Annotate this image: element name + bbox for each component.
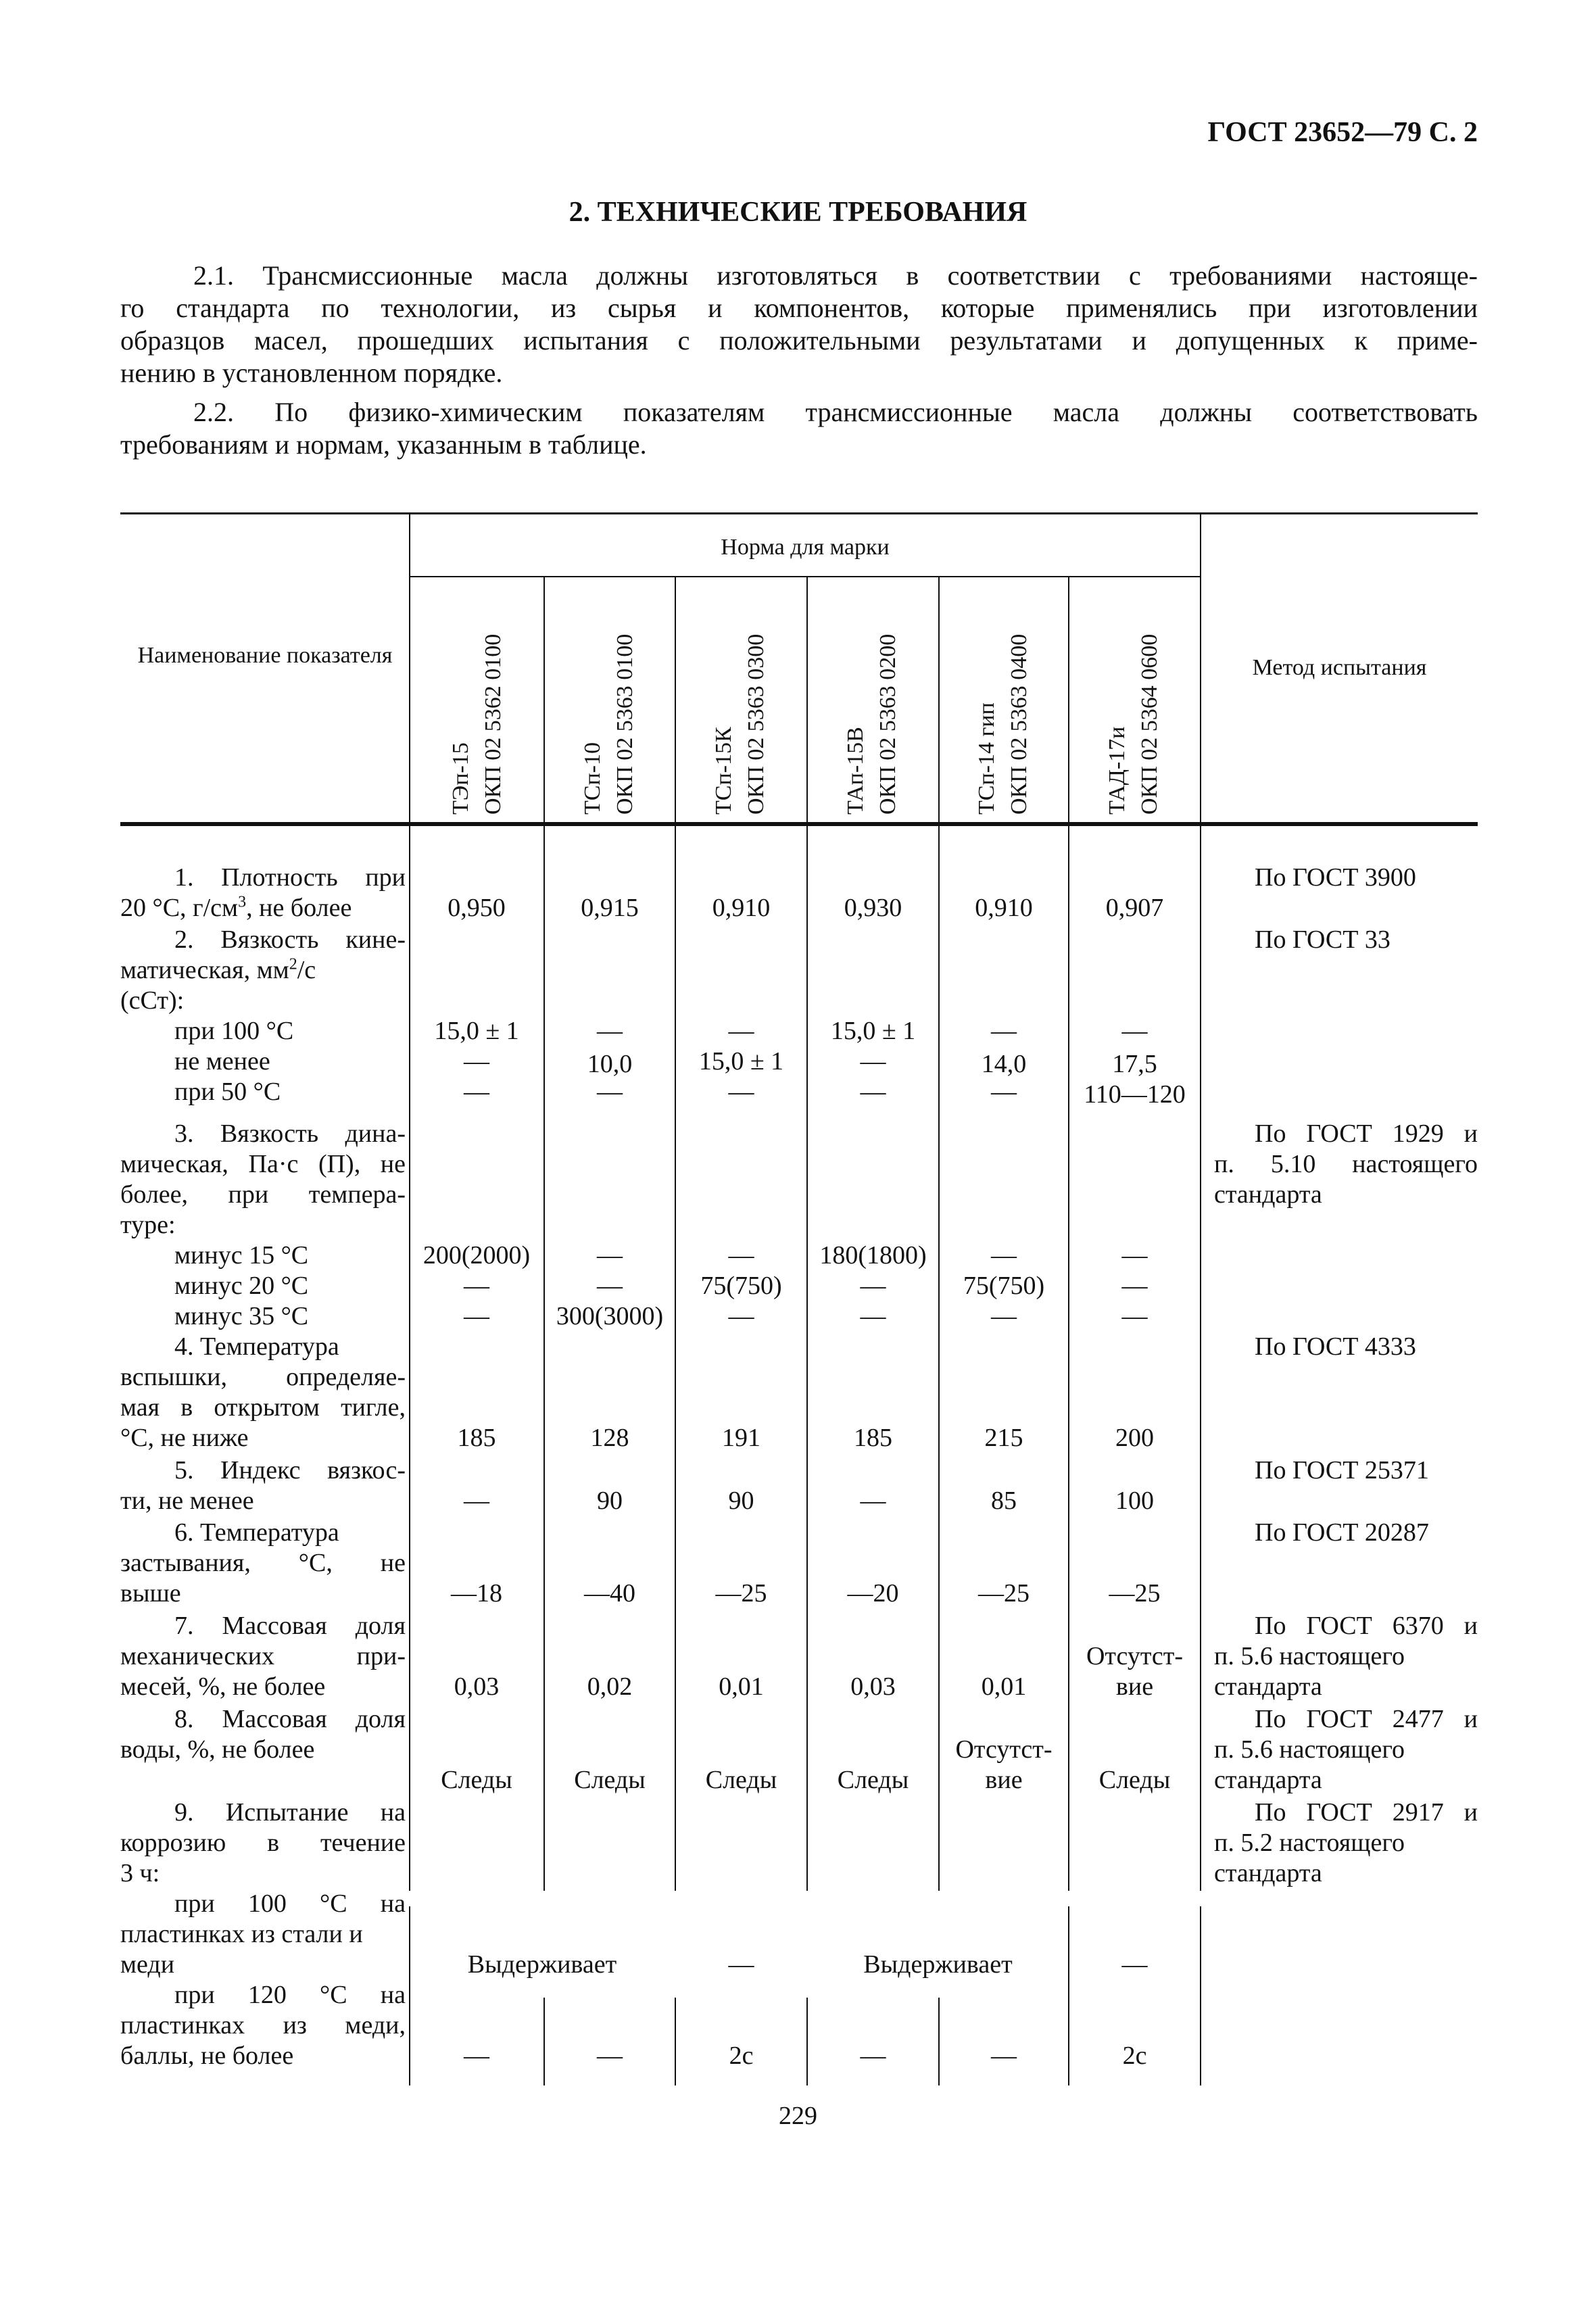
cell-value: —: [860, 1272, 886, 1300]
cell-value: 0,907: [1105, 894, 1164, 922]
cell-value: 75(750): [963, 1272, 1045, 1300]
cell-value: —: [1121, 1241, 1148, 1270]
cell-value: Следы: [837, 1766, 909, 1794]
cell-value: 100: [1115, 1487, 1154, 1515]
cell-value: —: [991, 1078, 1017, 1106]
cell-value: —: [597, 1017, 623, 1045]
cell-value: —: [1121, 1017, 1148, 1045]
paragraph-2-2: [120, 396, 1478, 461]
method-cell: По ГОСТ 1929 и п. 5.10 настоящего стандарта: [1214, 1119, 1478, 1209]
brand-header: ТСп-10 ОКП 02 5363 0100: [580, 633, 637, 815]
cell-value: Следы: [705, 1766, 777, 1794]
cell-value: —18: [451, 1579, 502, 1608]
cell-value: 191: [722, 1424, 760, 1452]
cell-value: —: [860, 1487, 886, 1515]
cell-value: —: [728, 1302, 754, 1330]
cell-value: —: [728, 1017, 754, 1045]
doc-reference: ГОСТ 23652—79 С. 2: [1207, 117, 1478, 148]
page-number: 229: [779, 2102, 817, 2130]
cell-value: —: [728, 1950, 754, 1979]
cell-value: 185: [854, 1424, 892, 1452]
cell-value: 0,915: [581, 894, 639, 922]
row-name-flash-point: 4. Температура вспышки, определяе- мая в открытом тигле, °С, не ниже: [120, 1332, 406, 1452]
cell-value: —: [464, 1302, 489, 1330]
cell-value: 200: [1115, 1424, 1154, 1452]
cell-value: —25: [978, 1579, 1030, 1608]
cell-value: 0,930: [844, 894, 902, 922]
cell-value: 185: [457, 1424, 496, 1452]
cell-value-merged: Выдерживает: [467, 1950, 617, 1979]
cell-value: —: [464, 1078, 489, 1106]
cell-value-merged: Выдерживает: [863, 1950, 1013, 1979]
cell-value: —: [597, 1078, 623, 1106]
cell-value: —: [991, 1302, 1017, 1330]
cell-value: 0,910: [975, 894, 1033, 922]
cell-value: 300(3000): [556, 1302, 664, 1330]
cell-value: —: [1121, 1272, 1148, 1300]
cell-value: 85: [991, 1487, 1017, 1515]
row-name-kinematic-viscosity: 2. Вязкость кине- матическая, $мм^2/с$ (сСт): при 100 °С не менее при 50 °С: [120, 925, 406, 1106]
paragraph-line: требованиям и нормам, указанным в таблице.: [120, 429, 647, 460]
cell-value: 0,01: [981, 1672, 1027, 1701]
cell-value: —: [597, 1241, 623, 1270]
cell-value: —: [991, 1017, 1017, 1045]
cell-value: 0,03: [454, 1672, 500, 1701]
header-norm: Норма для марки: [721, 535, 890, 560]
cell-value: 15,0 ± 1: [434, 1017, 519, 1045]
brand-header: ТЭп-15 ОКП 02 5362 0100: [448, 633, 506, 815]
section-title: 2. ТЕХНИЧЕСКИЕ ТРЕБОВАНИЯ: [569, 197, 1027, 228]
cell-value: 2с: [1122, 2042, 1147, 2070]
cell-value: 90: [728, 1487, 754, 1515]
row-name-dynamic-viscosity: 3. Вязкость дина- мическая, Па·с (П), не более, при темпера- туре: минус 15 °С минус 20 °С минус 35 °С: [120, 1119, 406, 1330]
brand-header: ТСп-14 гип ОКП 02 5363 0400: [974, 633, 1032, 815]
cell-value: 0,03: [850, 1672, 896, 1701]
paragraph-line: образцов масел, прошедших испытания с положительными результатами и допущенных к приме-: [120, 325, 1478, 356]
cell-value: —25: [715, 1579, 767, 1608]
row-name-water-content: 8. Массовая доля воды, %, не более: [120, 1705, 406, 1764]
row-name-mechanical-impurities: 7. Массовая доля механических при- месей, %, не более: [120, 1612, 406, 1701]
row-name-corrosion-test: 9. Испытание на коррозию в течение 3 ч: при 100 °С на пластинках из стали и меди при 120 °С на пластинках из меди, баллы, не более: [120, 1798, 406, 2070]
cell-value: —: [991, 1241, 1017, 1270]
paragraph-line: 2.1. Трансмиссионные масла должны изготовляться в соответствии с требованиями настояще-: [193, 260, 1478, 291]
cell-value: —: [597, 1272, 623, 1300]
cell-value: —: [597, 2042, 623, 2070]
cell-value: —: [1121, 1302, 1148, 1330]
cell-value: 0,02: [587, 1672, 633, 1701]
cell-value: 0,910: [712, 894, 771, 922]
cell-value: 75(750): [700, 1272, 782, 1300]
method-cell: По ГОСТ 25371: [1255, 1456, 1429, 1485]
cell-value: 10,0: [587, 1050, 633, 1078]
cell-value: Следы: [441, 1766, 512, 1794]
cell-value: —: [860, 1078, 886, 1106]
paragraph-2-1: [120, 260, 1478, 389]
cell-value: 14,0: [981, 1050, 1027, 1078]
cell-value: 15,0 ± 1: [830, 1017, 916, 1045]
cell-value: —: [728, 1078, 754, 1106]
cell-value: —25: [1109, 1579, 1161, 1608]
cell-value: —: [860, 2042, 886, 2070]
row-name-pour-point: 6. Температура застывания, °С, не выше: [120, 1518, 406, 1608]
paragraph-line: нению в установленном порядке.: [120, 358, 503, 388]
cell-value: 2с: [729, 2042, 754, 2070]
method-cell: По ГОСТ 2477 и п. 5.6 настоящего стандарта: [1214, 1705, 1478, 1794]
cell-value: —: [860, 1047, 886, 1076]
cell-value: —40: [584, 1579, 635, 1608]
cell-value: Следы: [1098, 1766, 1171, 1794]
cell-value: —: [464, 1487, 489, 1515]
cell-value: Следы: [574, 1766, 646, 1794]
cell-value: 200(2000): [422, 1241, 531, 1270]
row-name-viscosity-index: 5. Индекс вязкос- ти, не менее: [120, 1456, 406, 1515]
cell-value: —: [464, 1047, 489, 1076]
brand-header: ТАД-17и ОКП 02 5364 0600: [1105, 633, 1162, 815]
cell-value: 180(1800): [819, 1241, 927, 1270]
method-cell: По ГОСТ 2917 и п. 5.2 настоящего стандарта: [1214, 1798, 1478, 1887]
cell-value: 0,950: [448, 894, 506, 922]
header-param: Наименование показателя: [137, 643, 393, 668]
cell-value: —: [728, 1241, 754, 1270]
cell-value: 128: [590, 1424, 629, 1452]
cell-value: Отсутст- вие: [955, 1735, 1053, 1794]
cell-value: 215: [984, 1424, 1023, 1452]
method-cell: По ГОСТ 4333: [1255, 1332, 1416, 1361]
brand-header: ТСп-15К ОКП 02 5363 0300: [711, 633, 769, 815]
paragraph-line: 2.2. По физико-химическим показателям трансмиссионные масла должны соответствовать: [193, 397, 1478, 427]
cell-value: —: [860, 1302, 886, 1330]
cell-value: Отсутст- вие: [1086, 1642, 1184, 1701]
method-cell: По ГОСТ 6370 и п. 5.6 настоящего стандарта: [1214, 1612, 1478, 1701]
paragraph-line: го стандарта по технологии, из сырья и компонентов, которые применялись при изготовлении: [120, 293, 1478, 323]
cell-value: —: [1121, 1950, 1148, 1979]
cell-value: —: [991, 2042, 1017, 2070]
cell-value: 0,01: [719, 1672, 764, 1701]
cell-value: 110—120: [1084, 1080, 1186, 1109]
cell-value: 17,5: [1112, 1050, 1157, 1078]
header-method: Метод испытания: [1252, 655, 1427, 680]
method-cell: По ГОСТ 20287: [1255, 1518, 1429, 1547]
cell-value: 15,0 ± 1: [698, 1047, 784, 1076]
method-cell: По ГОСТ 33: [1255, 925, 1391, 954]
cell-value: —: [464, 2042, 489, 2070]
cell-value: —20: [847, 1579, 899, 1608]
cell-value: 90: [597, 1487, 623, 1515]
brand-header: ТАп-15В ОКП 02 5363 0200: [843, 633, 900, 815]
method-cell: По ГОСТ 3900: [1255, 863, 1416, 892]
row-name-density: 1. Плотность при 20 °С, $г/см^3$, не более: [120, 863, 406, 922]
cell-value: —: [464, 1272, 489, 1300]
